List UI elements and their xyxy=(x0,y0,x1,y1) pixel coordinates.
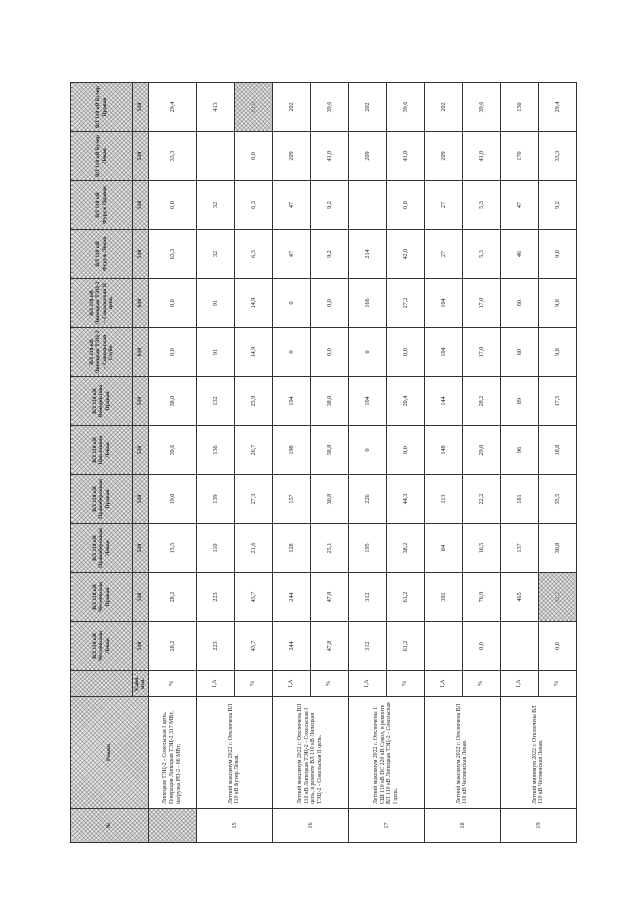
header-row xyxy=(71,83,133,843)
percent-value-cell: 9,2 xyxy=(538,181,576,230)
intro-row xyxy=(148,83,196,843)
current-value-cell xyxy=(196,132,234,181)
current-value-cell: 157 xyxy=(272,475,310,524)
percent-value-cell: 5,3 xyxy=(462,230,500,279)
percent-value-cell: 14,9 xyxy=(234,328,272,377)
percent-value-cell: 18,8 xyxy=(538,426,576,475)
percent-value-cell: 91,2 xyxy=(538,573,576,622)
current-value-cell: 32 xyxy=(196,230,234,279)
percent-value-cell: 39,6 xyxy=(462,83,500,132)
column-header: ВЛ 110 кВ Циклонная Левая xyxy=(71,426,133,475)
column-header: ВЛ 110 кВ Фуруж Левая xyxy=(71,230,133,279)
current-value-cell: 392 xyxy=(424,573,462,622)
row-regime: Летний максимум 2022 г. Отключены 1 СШ 110 кВ ПС 220 кВ Сокол, в ремонте ВЛ 110 кВ Липецкая ТЭЦ-2 - Сокольская I цепь. xyxy=(348,697,424,809)
current-value-cell: 223 xyxy=(196,622,234,671)
current-value-cell: 104 xyxy=(424,328,462,377)
percent-value-cell: 76,9 xyxy=(462,573,500,622)
current-value-cell: 132 xyxy=(196,377,234,426)
percent-value-cell: 0,0 xyxy=(386,426,424,475)
percent-value-cell: 26,7 xyxy=(234,426,272,475)
current-value-cell: 84 xyxy=(424,524,462,573)
current-value-cell: 60 xyxy=(500,328,538,377)
current-value-cell: 89 xyxy=(500,377,538,426)
column-rating: 510 xyxy=(133,132,149,181)
percent-value-cell: 39,6 xyxy=(386,83,424,132)
current-value-cell: 202 xyxy=(348,83,386,132)
current-value-cell: 194 xyxy=(272,377,310,426)
percent-value-cell: 47,8 xyxy=(310,622,348,671)
percent-value-cell: 17,5 xyxy=(538,377,576,426)
percent-value-cell: 0,0 xyxy=(310,328,348,377)
intro-unit: % xyxy=(148,671,196,697)
current-value-cell: 209 xyxy=(348,132,386,181)
unit-percent: % xyxy=(234,671,272,697)
current-value-cell: 214 xyxy=(348,230,386,279)
percent-value-cell: 21,6 xyxy=(234,524,272,573)
column-header: ВЛ 110 кВ Липецкая ТЭЦ-2 – Сокольская Глубо- xyxy=(71,328,133,377)
percent-value-cell: 0,0 xyxy=(386,181,424,230)
column-rating: 510 xyxy=(133,181,149,230)
percent-value-cell: 61,2 xyxy=(386,622,424,671)
unit-current: I,A xyxy=(272,671,310,697)
intro-value-cell: 0,0 xyxy=(148,181,196,230)
current-value-cell: 170 xyxy=(500,132,538,181)
percent-value-cell: 9,8 xyxy=(538,328,576,377)
current-value-cell: 91 xyxy=(196,279,234,328)
current-value-cell: 27 xyxy=(424,230,462,279)
current-value-cell: 96 xyxy=(500,426,538,475)
load-flow-table xyxy=(70,82,577,843)
unit-current: I,A xyxy=(196,671,234,697)
current-value-cell: 60 xyxy=(500,279,538,328)
column-rating: 510 xyxy=(133,426,149,475)
row-regime: Летний максимум 2022 г. Отключена ВЛ 110 кВ Липецкая ТЭЦ-2 - Сокольская I цепь, в ремонте ВЛ 110 кВ Липецкая ТЭЦ-2 - Сокольская II цепь. xyxy=(272,697,348,809)
row-regime: Летний минимум 2022 г. Отключена ВЛ 110 кВ Чесменская Левая. xyxy=(500,697,576,809)
percent-value-cell: 17,0 xyxy=(462,279,500,328)
row-current xyxy=(500,83,538,843)
percent-value-cell: 33,3 xyxy=(538,132,576,181)
current-value-cell: 27 xyxy=(424,181,462,230)
intro-value-cell: 19,0 xyxy=(148,475,196,524)
percent-value-cell: 44,3 xyxy=(386,475,424,524)
column-rating: 610 xyxy=(133,328,149,377)
column-rating: 510 xyxy=(133,475,149,524)
row-number: 16 xyxy=(272,809,348,843)
intro-value-cell: 15,5 xyxy=(148,524,196,573)
current-value-cell: 110 xyxy=(196,524,234,573)
percent-value-cell: 0,0 xyxy=(386,328,424,377)
row-regime: Летний максимум 2022 г. Отключена ВЛ 110 кВ Чесменская Левая. xyxy=(424,697,500,809)
percent-value-cell: 17,0 xyxy=(462,328,500,377)
column-rating: 510 xyxy=(133,83,149,132)
current-value-cell: 47 xyxy=(272,230,310,279)
row-current xyxy=(424,83,462,843)
unit-percent: % xyxy=(538,671,576,697)
unit-percent: % xyxy=(310,671,348,697)
percent-value-cell: 28,2 xyxy=(462,377,500,426)
intro-value-cell: 0,0 xyxy=(148,328,196,377)
column-header: ВЛ 110 кВ Чесменская Левая xyxy=(71,622,133,671)
intro-value-cell: 28,2 xyxy=(148,622,196,671)
percent-value-cell: 43,7 xyxy=(234,622,272,671)
percent-value-cell: 27,3 xyxy=(234,475,272,524)
column-header: ВЛ 110 кВ Венедиктово Правая xyxy=(71,377,133,426)
current-value-cell: 32 xyxy=(196,181,234,230)
column-header: ВЛ 110 кВ Фуруж Правая xyxy=(71,181,133,230)
current-value-cell: 312 xyxy=(348,622,386,671)
unit-current: I,A xyxy=(348,671,386,697)
current-value-cell: 166 xyxy=(348,279,386,328)
column-rating: 510 xyxy=(133,622,149,671)
current-value-cell: 195 xyxy=(348,524,386,573)
intro-regime: Липецкая ТЭЦ-2 - Сокольская I цепь. Генерация Липецкая ТЭЦ-2 317 МВт, нагрузка РП-2 - 66 МВт; xyxy=(148,697,196,809)
current-value-cell: 244 xyxy=(272,573,310,622)
table-body xyxy=(71,83,577,843)
percent-value-cell: 0,0 xyxy=(538,622,576,671)
current-value-cell: 137 xyxy=(500,524,538,573)
percent-value-cell: 25,9 xyxy=(234,377,272,426)
column-rating: 510 xyxy=(133,524,149,573)
current-value-cell: 144 xyxy=(424,377,462,426)
percent-value-cell: 6,3 xyxy=(234,230,272,279)
percent-value-cell: 41,0 xyxy=(386,132,424,181)
current-value-cell: 465 xyxy=(500,573,538,622)
percent-value-cell: 22,2 xyxy=(462,475,500,524)
percent-value-cell: 42,0 xyxy=(386,230,424,279)
current-value-cell: 150 xyxy=(500,83,538,132)
percent-value-cell: 38,2 xyxy=(386,524,424,573)
current-value-cell xyxy=(500,622,538,671)
current-value-cell: 181 xyxy=(500,475,538,524)
percent-value-cell: 61,2 xyxy=(386,573,424,622)
percent-value-cell: 41,0 xyxy=(462,132,500,181)
header-num: № xyxy=(71,809,149,843)
unit-percent: % xyxy=(462,671,500,697)
current-value-cell: 47 xyxy=(272,181,310,230)
column-rating: 510 xyxy=(133,573,149,622)
percent-value-cell: 0,0 xyxy=(234,132,272,181)
current-value-cell: 47 xyxy=(500,181,538,230)
current-value-cell: 139 xyxy=(196,475,234,524)
current-value-cell: 91 xyxy=(196,328,234,377)
percent-value-cell: 29,4 xyxy=(538,83,576,132)
percent-value-cell: 9,2 xyxy=(310,230,348,279)
current-value-cell xyxy=(348,181,386,230)
percent-value-cell: 6,3 xyxy=(234,181,272,230)
current-value-cell: 136 xyxy=(196,426,234,475)
column-rating: 510 xyxy=(133,377,149,426)
current-value-cell: 209 xyxy=(272,132,310,181)
current-value-cell: 226 xyxy=(348,475,386,524)
column-header: ВЛ 110 кВ Чесменская Правая xyxy=(71,573,133,622)
percent-value-cell: 20,4 xyxy=(386,377,424,426)
intro-value-cell: 29,4 xyxy=(148,83,196,132)
row-number: 18 xyxy=(424,809,500,843)
percent-value-cell: 81,0 xyxy=(234,83,272,132)
column-header: ВЛ 110 кВ Липецкая ТЭЦ-2 – Сокольская II цепь xyxy=(71,279,133,328)
row-current xyxy=(348,83,386,843)
rotated-table-wrapper xyxy=(70,83,570,843)
percent-value-cell: 30,8 xyxy=(538,524,576,573)
percent-value-cell: 35,5 xyxy=(538,475,576,524)
percent-value-cell: 47,8 xyxy=(310,573,348,622)
row-regime: Летний максимум 2022 г. Отключена ВЛ 110 кВ Буэнр Левая. xyxy=(196,697,272,809)
percent-value-cell: 5,3 xyxy=(462,181,500,230)
intro-value-cell: 38,0 xyxy=(148,377,196,426)
intro-value-cell: 0,0 xyxy=(148,279,196,328)
current-value-cell: 0 xyxy=(272,328,310,377)
column-rating: 610 xyxy=(133,279,149,328)
current-value-cell: 223 xyxy=(196,573,234,622)
percent-value-cell: 41,0 xyxy=(310,132,348,181)
percent-value-cell: 39,6 xyxy=(310,83,348,132)
header-regime: Режим xyxy=(71,697,149,809)
current-value-cell: 244 xyxy=(272,622,310,671)
row-number: 15 xyxy=(196,809,272,843)
current-value-cell: 148 xyxy=(424,426,462,475)
percent-value-cell: 30,8 xyxy=(310,475,348,524)
percent-value-cell: 25,1 xyxy=(310,524,348,573)
percent-value-cell: 14,9 xyxy=(234,279,272,328)
column-header: ВЛ 110 кВ Буэнр Левая xyxy=(71,132,133,181)
intro-value-cell: 28,2 xyxy=(148,573,196,622)
percent-value-cell: 9,2 xyxy=(310,181,348,230)
column-rating: 510 xyxy=(133,230,149,279)
percent-value-cell: 43,7 xyxy=(234,573,272,622)
percent-value-cell: 16,5 xyxy=(462,524,500,573)
unit-current: I,A xyxy=(500,671,538,697)
intro-value-cell: 33,3 xyxy=(148,132,196,181)
percent-value-cell: 38,8 xyxy=(310,426,348,475)
row-number: 17 xyxy=(348,809,424,843)
intro-num-cell xyxy=(148,809,196,843)
current-value-cell: 209 xyxy=(424,132,462,181)
current-value-cell xyxy=(424,622,462,671)
current-value-cell: 202 xyxy=(424,83,462,132)
intro-value-cell: 39,6 xyxy=(148,426,196,475)
current-value-cell: 312 xyxy=(348,573,386,622)
current-value-cell: 198 xyxy=(272,426,310,475)
row-number: 19 xyxy=(500,809,576,843)
percent-value-cell: 9,8 xyxy=(538,279,576,328)
intro-value-cell: 63,3 xyxy=(148,230,196,279)
current-value-cell: 104 xyxy=(348,377,386,426)
current-value-cell: 0 xyxy=(348,328,386,377)
percent-value-cell: 29,0 xyxy=(462,426,500,475)
current-value-cell: 0 xyxy=(348,426,386,475)
current-value-cell: 113 xyxy=(424,475,462,524)
row-current xyxy=(272,83,310,843)
row-current xyxy=(196,83,234,843)
column-header: ВЛ 110 кВ Правобережная Правая xyxy=(71,475,133,524)
percent-value-cell: 38,0 xyxy=(310,377,348,426)
percent-value-cell: 27,2 xyxy=(386,279,424,328)
unit-percent: % xyxy=(386,671,424,697)
unit-current: I,A xyxy=(424,671,462,697)
current-value-cell: 46 xyxy=(500,230,538,279)
current-value-cell: 202 xyxy=(272,83,310,132)
current-value-cell: 128 xyxy=(272,524,310,573)
current-value-cell: 0 xyxy=(272,279,310,328)
percent-value-cell: 0,0 xyxy=(310,279,348,328)
percent-value-cell: 0,0 xyxy=(462,622,500,671)
header-unit-blank xyxy=(71,671,133,697)
percent-value-cell: 9,0 xyxy=(538,230,576,279)
header-unit: Един. изм. xyxy=(133,671,149,697)
column-header: ВЛ 110 кВ Правобережная Левая xyxy=(71,524,133,573)
current-value-cell: 413 xyxy=(196,83,234,132)
current-value-cell: 104 xyxy=(424,279,462,328)
column-header: ВЛ 110 кВ Буэнр Правая xyxy=(71,83,133,132)
